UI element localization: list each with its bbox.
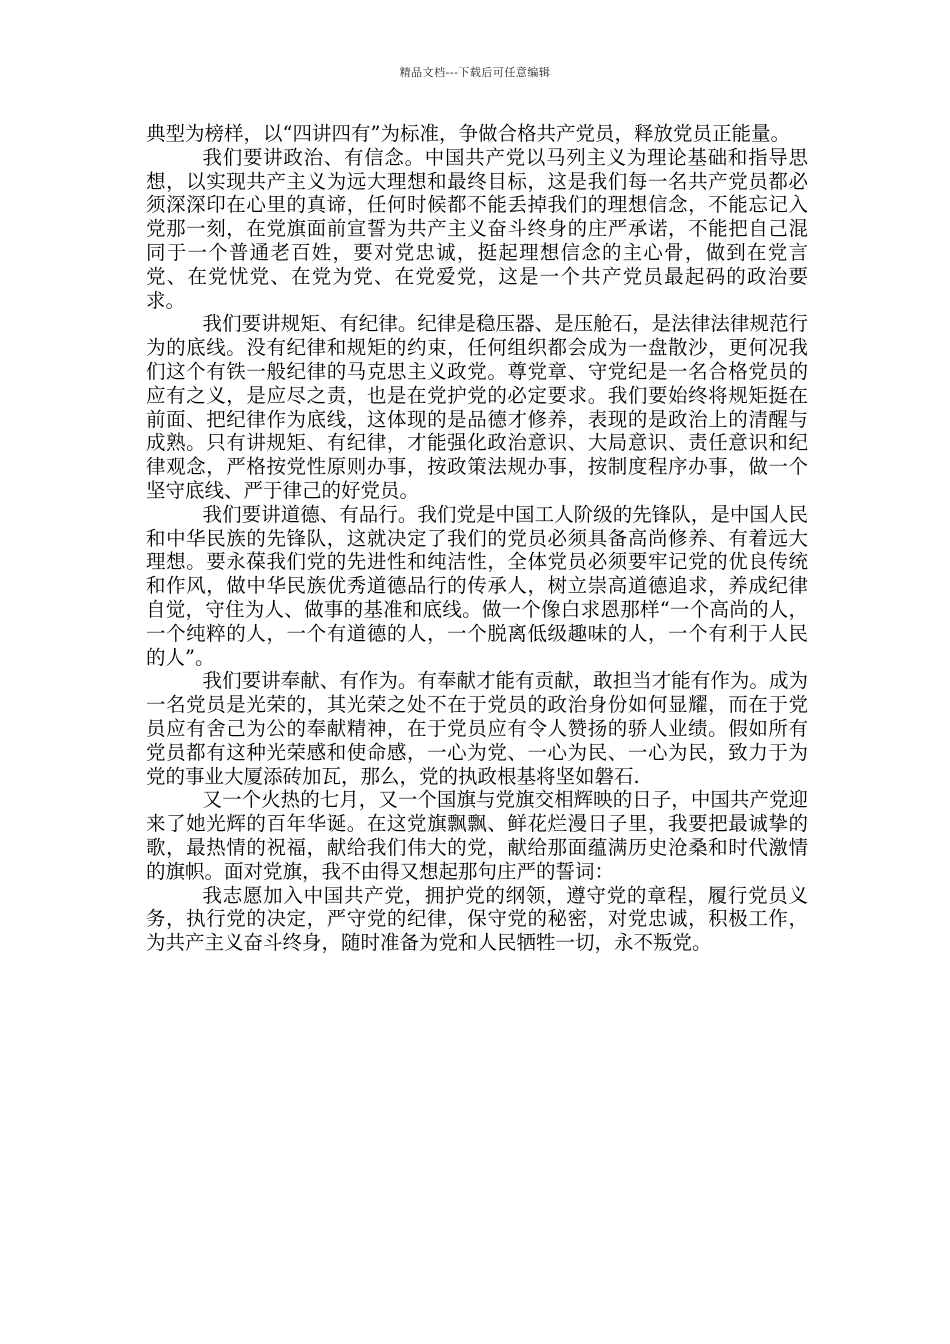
paragraph-politics-belief: 我们要讲政治、有信念。中国共产党以马列主义为理论基础和指导思想，以实现共产主义为远大理想和最终目标，这是我们每一名共产党员都必须深深印在心里的真谛，任何时候都不能丢掉我们的理想信念，不能忘记入党那一刻，在党旗面前宣誓为共产主义奋斗终身的庄严承诺，不能把自己混同于一个普通老百姓，要对党忠诚，挺起理想信念的主心骨，做到在党言党、在党忧党、在党为党、在党爱党，这是一个共产党员最起码的政治要求。 <box>146 145 808 312</box>
document-body <box>146 122 808 955</box>
paragraph-rules-discipline: 我们要讲规矩、有纪律。纪律是稳压器、是压舱石，是法律法律规范行为的底线。没有纪律和规矩的约束，任何组织都会成为一盘散沙，更何况我们这个有铁一般纪律的马克思主义政党。尊党章、守党纪是一名合格党员的应有之义，是应尽之责，也是在党护党的必定要求。我们要始终将规矩挺在前面、把纪律作为底线，这体现的是品德才修养，表现的是政治上的清醒与成熟。只有讲规矩、有纪律，才能强化政治意识、大局意识、责任意识和纪律观念，严格按党性原则办事，按政策法规办事，按制度程序办事，做一个坚守底线、严于律己的好党员。 <box>146 312 808 502</box>
paragraph-intro-continuation: 典型为榜样，以“四讲四有”为标准，争做合格共产党员，释放党员正能量。 <box>146 122 790 145</box>
paragraph-morality-conduct: 我们要讲道德、有品行。我们党是中国工人阶级的先锋队，是中国人民和中华民族的先锋队，这就决定了我们的党员必须具备高尚修养、有着远大理想。要永葆我们党的先进性和纯洁性，全体党员必须要牢记党的优良传统和作风，做中华民族优秀道德品行的传承人，树立崇高道德追求，养成纪律自觉，守住为人、做事的基准和底线。做一个像白求恩那样“一个高尚的人，一个纯粹的人，一个有道德的人，一个脱离低级趣味的人，一个有利于人民的人”。 <box>146 502 808 669</box>
page-header: 精品文档---下载后可任意编辑 <box>399 66 551 79</box>
paragraph-dedication-action: 我们要讲奉献、有作为。有奉献才能有贡献，敢担当才能有作为。成为一名党员是光荣的，其光荣之处不在于党员的政治身份如何显耀，而在于党员应有舍己为公的奉献精神，在于党员应有令人赞扬的骄人业绩。假如所有党员都有这种光荣感和使命感，一心为党、一心为民、一心为民，致力于为党的事业大厦添砖加瓦，那么，党的执政根基将坚如磐石. <box>146 669 808 788</box>
paragraph-anniversary: 又一个火热的七月，又一个国旗与党旗交相辉映的日子，中国共产党迎来了她光辉的百年华诞。在这党旗飘飘、鲜花烂漫日子里，我要把最诚挚的歌，最热情的祝福，献给我们伟大的党，献给那面蕴满历史沧桑和时代激情的旗帜。面对党旗，我不由得又想起那句庄严的誓词： <box>146 788 808 883</box>
paragraph-oath: 我志愿加入中国共产党，拥护党的纲领，遵守党的章程，履行党员义务，执行党的决定，严守党的纪律，保守党的秘密，对党忠诚，积极工作，为共产主义奋斗终身，随时准备为党和人民牺牲一切，永不叛党。 <box>146 883 808 955</box>
